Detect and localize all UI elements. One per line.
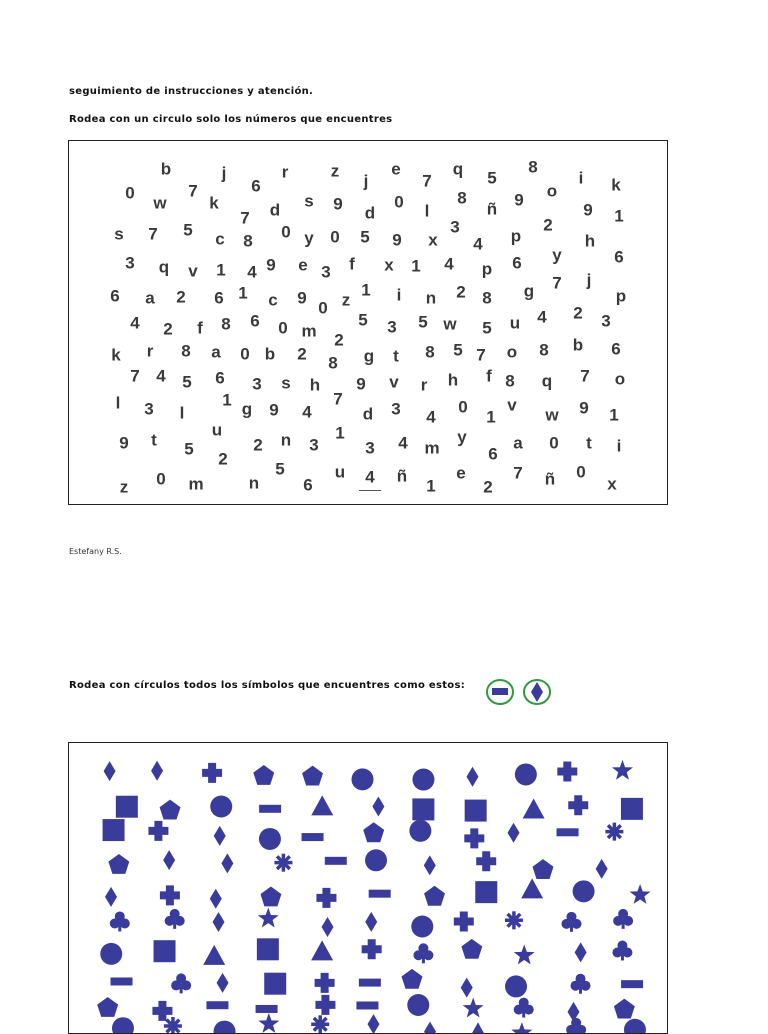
grid-character: 9: [514, 190, 524, 210]
grid-character: 2: [176, 287, 186, 307]
grid-character: 5: [487, 168, 497, 188]
circle-icon: [365, 849, 387, 871]
square-icon: [154, 940, 176, 962]
grid-character: a: [211, 342, 221, 362]
grid-character: 8: [482, 288, 492, 308]
grid-character: 4: [537, 307, 547, 327]
grid-character: 2: [334, 330, 344, 350]
grid-character: 3: [125, 253, 135, 273]
grid-character: z: [341, 290, 351, 310]
pentagon-icon: [614, 999, 635, 1019]
dash-icon: [492, 688, 508, 695]
circle-icon: [505, 975, 527, 997]
grid-character: 7: [148, 224, 158, 244]
grid-character: 3: [391, 399, 401, 419]
grid-character: 5: [358, 310, 368, 330]
grid-character: 5: [418, 312, 428, 332]
diamond-icon: [105, 887, 117, 907]
grid-character: 6: [488, 444, 498, 464]
grid-character: q: [452, 159, 464, 179]
grid-character: 8: [425, 342, 435, 362]
triangle-icon: [521, 878, 543, 898]
grid-character: 9: [333, 194, 343, 214]
grid-character: j: [363, 171, 369, 191]
grid-character: 6: [110, 286, 120, 306]
circle-icon: [352, 768, 374, 790]
grid-character: 0: [394, 192, 404, 212]
grid-character: l: [424, 201, 430, 221]
grid-character: 0: [576, 462, 586, 482]
author-name: Estefany R.S.: [69, 547, 122, 556]
club-icon: [413, 943, 433, 963]
dash-icon: [111, 977, 133, 985]
grid-character: o: [614, 369, 626, 389]
dash-icon: [356, 1001, 378, 1009]
cross-icon: [160, 885, 180, 905]
grid-character: 2: [218, 449, 228, 469]
grid-character: 7: [552, 273, 562, 293]
star-icon: [463, 998, 484, 1018]
grid-character: u: [211, 420, 223, 440]
grid-character: 2: [163, 319, 173, 339]
grid-character: p: [510, 226, 522, 246]
grid-character: l: [115, 393, 121, 413]
grid-character: s: [114, 224, 124, 244]
triangle-icon: [203, 945, 225, 965]
grid-character: 5: [183, 220, 193, 240]
grid-character: 6: [214, 288, 224, 308]
circle-icon: [409, 820, 431, 842]
pentagon-icon: [160, 800, 181, 820]
grid-character: 2: [253, 435, 263, 455]
grid-character: 5: [360, 227, 370, 247]
grid-character: 6: [250, 311, 260, 331]
grid-character: s: [304, 191, 314, 211]
grid-character: 8: [457, 188, 467, 208]
grid-character: 0: [318, 298, 328, 318]
grid-character: 6: [303, 475, 313, 495]
grid-character: 8: [528, 157, 538, 177]
underline-mark: [359, 490, 381, 491]
diamond-icon: [424, 855, 436, 875]
triangle-icon: [311, 795, 333, 815]
grid-character: p: [615, 286, 627, 306]
grid-character: z: [330, 161, 340, 181]
grid-character: x: [607, 474, 617, 494]
grid-character: r: [146, 341, 154, 361]
diamond-icon: [461, 978, 473, 998]
grid-character: 8: [221, 314, 231, 334]
club-icon: [165, 909, 185, 929]
grid-character: ñ: [396, 466, 408, 486]
pentagon-icon: [253, 765, 274, 785]
grid-character: k: [111, 345, 121, 365]
grid-character: b: [160, 159, 172, 179]
cross-icon: [316, 888, 336, 908]
grid-character: 0: [281, 222, 291, 242]
grid-character: 8: [181, 341, 191, 361]
grid-character: 8: [328, 353, 338, 373]
grid-character: 9: [266, 255, 276, 275]
grid-character: g: [241, 399, 253, 419]
grid-character: 4: [156, 366, 166, 386]
grid-character: u: [334, 462, 346, 482]
grid-character: r: [281, 162, 289, 182]
pentagon-icon: [108, 854, 129, 874]
grid-character: r: [420, 375, 428, 395]
square-icon: [103, 819, 125, 841]
grid-character: 6: [512, 253, 522, 273]
star-icon: [258, 908, 279, 928]
grid-character: 7: [130, 366, 140, 386]
diamond-icon: [163, 850, 175, 870]
grid-character: 5: [453, 340, 463, 360]
grid-character: w: [545, 405, 559, 425]
grid-character: t: [393, 346, 399, 366]
grid-character: g: [363, 346, 375, 366]
diamond-icon: [596, 859, 608, 879]
grid-character: j: [586, 270, 592, 290]
grid-character: 8: [505, 371, 515, 391]
diamond-icon: [217, 973, 229, 993]
pentagon-icon: [363, 822, 384, 842]
grid-character: k: [611, 175, 621, 195]
club-icon: [571, 974, 591, 994]
grid-character: a: [513, 433, 523, 453]
star-icon: [514, 945, 535, 965]
circle-icon: [624, 1019, 646, 1033]
grid-character: 3: [252, 374, 262, 394]
cross-icon: [362, 939, 382, 959]
circle-icon: [515, 763, 537, 785]
symbol-grid-box: [68, 742, 668, 1034]
grid-character: i: [578, 168, 584, 188]
grid-character: d: [269, 200, 281, 220]
grid-character: k: [209, 193, 219, 213]
club-icon: [561, 912, 581, 932]
circle-icon: [407, 994, 429, 1016]
cross-icon: [454, 911, 474, 931]
grid-character: 7: [476, 345, 486, 365]
asterisk-icon: [311, 1015, 329, 1033]
letter-grid-box: [68, 140, 668, 505]
diamond-icon: [221, 853, 233, 873]
grid-character: 5: [182, 372, 192, 392]
dash-icon: [206, 1001, 228, 1009]
grid-character: z: [119, 477, 129, 497]
grid-character: 2: [543, 215, 553, 235]
grid-character: 9: [356, 374, 366, 394]
grid-character: 9: [297, 288, 307, 308]
grid-character: 2: [483, 477, 493, 497]
club-icon: [110, 911, 130, 931]
grid-character: 0: [330, 227, 340, 247]
grid-character: 4: [247, 262, 257, 282]
circle-icon: [210, 796, 232, 818]
grid-character: i: [396, 285, 402, 305]
grid-character: 0: [125, 183, 135, 203]
dash-icon: [259, 805, 281, 813]
diamond-icon: [210, 889, 222, 909]
dash-icon: [621, 980, 643, 988]
asterisk-icon: [274, 854, 292, 872]
grid-character: y: [304, 228, 314, 248]
grid-character: 1: [426, 476, 436, 496]
club-icon: [566, 1018, 586, 1033]
grid-character: e: [298, 255, 308, 275]
grid-character: 0: [156, 469, 166, 489]
square-icon: [465, 800, 487, 822]
grid-character: 5: [482, 318, 492, 338]
grid-character: 4: [365, 467, 375, 487]
grid-character: 4: [302, 402, 312, 422]
grid-character: 0: [278, 318, 288, 338]
grid-character: g: [523, 281, 535, 301]
triangle-icon: [523, 798, 545, 818]
grid-character: 7: [513, 463, 523, 483]
grid-character: m: [301, 321, 317, 341]
grid-character: 1: [361, 280, 371, 300]
grid-character: 5: [184, 439, 194, 459]
dash-icon: [302, 833, 324, 841]
grid-character: 0: [240, 344, 250, 364]
grid-character: 7: [333, 389, 343, 409]
grid-character: w: [153, 193, 167, 213]
grid-character: o: [546, 181, 558, 201]
grid-character: a: [145, 288, 155, 308]
grid-character: j: [221, 163, 227, 183]
grid-character: c: [268, 290, 278, 310]
cross-icon: [557, 762, 577, 782]
star-icon: [258, 1013, 279, 1033]
grid-character: 0: [549, 433, 559, 453]
grid-character: 8: [243, 231, 253, 251]
dash-icon: [325, 857, 347, 865]
grid-character: 4: [426, 407, 436, 427]
grid-character: 1: [411, 256, 421, 276]
circle-icon: [100, 943, 122, 965]
asterisk-icon: [605, 823, 623, 841]
grid-character: 6: [251, 176, 261, 196]
cross-icon: [568, 795, 588, 815]
circle-icon: [112, 1017, 134, 1033]
grid-character: m: [424, 438, 440, 458]
grid-character: 4: [130, 313, 140, 333]
dash-icon: [557, 828, 579, 836]
grid-character: v: [188, 261, 198, 281]
dash-icon: [256, 1005, 278, 1013]
grid-character: 1: [614, 206, 624, 226]
grid-character: 7: [188, 181, 198, 201]
grid-character: v: [507, 395, 517, 415]
grid-character: s: [281, 373, 291, 393]
pentagon-icon: [302, 766, 323, 786]
square-icon: [412, 798, 434, 820]
circle-icon: [573, 880, 595, 902]
grid-character: x: [428, 230, 438, 250]
cross-icon: [464, 828, 484, 848]
club-icon: [612, 940, 632, 960]
grid-character: 3: [365, 438, 375, 458]
pentagon-icon: [97, 997, 118, 1017]
grid-character: h: [584, 231, 596, 251]
diamond-icon: [372, 797, 384, 817]
diamond-icon: [213, 912, 225, 932]
asterisk-icon: [505, 911, 523, 929]
diamond-icon: [322, 917, 334, 937]
grid-character: 7: [422, 171, 432, 191]
grid-character: 7: [240, 208, 250, 228]
dash-icon: [359, 979, 381, 987]
grid-character: f: [486, 366, 492, 386]
diamond-icon: [214, 826, 226, 846]
grid-character: y: [457, 427, 467, 447]
diamond-icon: [508, 823, 520, 843]
grid-character: e: [456, 463, 466, 483]
grid-character: t: [586, 433, 592, 453]
club-icon: [171, 973, 191, 993]
grid-character: h: [309, 375, 321, 395]
diamond-icon: [104, 761, 116, 781]
dash-icon: [369, 890, 391, 898]
diamond-icon: [424, 1022, 436, 1033]
club-icon: [613, 909, 633, 929]
grid-character: w: [443, 314, 457, 334]
grid-character: m: [188, 474, 204, 494]
grid-character: p: [481, 259, 493, 279]
triangle-icon: [311, 940, 333, 960]
grid-character: 3: [144, 399, 154, 419]
star-icon: [612, 760, 633, 780]
grid-character: c: [215, 229, 225, 249]
grid-character: n: [248, 473, 260, 493]
grid-character: 8: [539, 340, 549, 360]
diamond-icon: [151, 761, 163, 781]
grid-character: 2: [297, 344, 307, 364]
cross-icon: [315, 973, 335, 993]
grid-character: 9: [583, 200, 593, 220]
grid-character: 6: [614, 247, 624, 267]
square-icon: [475, 881, 497, 903]
grid-character: v: [389, 372, 399, 392]
grid-character: h: [447, 370, 459, 390]
grid-character: 9: [119, 433, 129, 453]
grid-character: 9: [392, 230, 402, 250]
grid-character: o: [506, 342, 518, 362]
grid-character: 1: [216, 260, 226, 280]
grid-character: 3: [321, 262, 331, 282]
diamond-icon: [467, 767, 479, 787]
grid-character: t: [151, 430, 157, 450]
grid-character: q: [541, 371, 553, 391]
diamond-icon: [365, 912, 377, 932]
pentagon-icon: [533, 859, 554, 879]
grid-character: 3: [309, 435, 319, 455]
grid-character: f: [349, 254, 355, 274]
star-icon: [630, 884, 651, 904]
square-icon: [621, 798, 643, 820]
grid-character: e: [391, 159, 401, 179]
grid-character: 1: [335, 423, 345, 443]
grid-character: l: [179, 403, 185, 423]
grid-character: 2: [573, 303, 583, 323]
grid-character: 4: [473, 234, 483, 254]
grid-character: d: [364, 203, 376, 223]
grid-character: 3: [387, 317, 397, 337]
cross-icon: [202, 763, 222, 783]
cross-icon: [476, 851, 496, 871]
grid-character: n: [425, 288, 437, 308]
grid-character: i: [616, 436, 622, 456]
grid-character: d: [362, 404, 374, 424]
example-symbols: [484, 676, 556, 708]
grid-character: 1: [609, 405, 619, 425]
grid-character: 1: [486, 407, 496, 427]
pentagon-icon: [461, 939, 482, 959]
grid-character: 9: [269, 400, 279, 420]
grid-character: n: [280, 430, 292, 450]
circle-icon: [412, 769, 434, 791]
grid-character: 7: [580, 366, 590, 386]
grid-character: ñ: [544, 469, 556, 489]
circle-icon: [214, 1021, 236, 1033]
grid-character: 6: [611, 339, 621, 359]
grid-character: ñ: [486, 199, 498, 219]
instruction-numbers: Rodea con un circulo solo los números que encuentres: [69, 114, 393, 125]
cross-icon: [315, 995, 335, 1015]
grid-character: 2: [456, 282, 466, 302]
grid-character: b: [264, 344, 276, 364]
square-icon: [116, 796, 138, 818]
symbol-grid: [69, 743, 667, 1033]
grid-character: 6: [215, 368, 225, 388]
club-icon: [514, 998, 534, 1018]
square-icon: [257, 938, 279, 960]
asterisk-icon: [164, 1017, 182, 1033]
title: seguimiento de instrucciones y atención.: [69, 86, 314, 97]
grid-character: 4: [444, 254, 454, 274]
grid-character: 4: [398, 433, 408, 453]
circle-icon: [411, 916, 433, 938]
grid-character: q: [158, 257, 170, 277]
grid-character: 1: [238, 283, 248, 303]
grid-character: f: [197, 318, 203, 338]
grid-character: 5: [275, 459, 285, 479]
cross-icon: [152, 1001, 172, 1021]
grid-character: 1: [222, 390, 232, 410]
cross-icon: [148, 821, 168, 841]
pentagon-icon: [402, 969, 423, 989]
grid-character: b: [572, 335, 584, 355]
diamond-icon: [575, 942, 587, 962]
square-icon: [264, 973, 286, 995]
pentagon-icon: [261, 887, 282, 907]
grid-character: 3: [601, 311, 611, 331]
instruction-symbols: Rodea con círculos todos los símbolos que encuentres como estos:: [69, 680, 466, 691]
grid-character: 9: [579, 398, 589, 418]
circle-icon: [259, 828, 281, 850]
grid-character: y: [552, 245, 562, 265]
grid-character: 0: [458, 397, 468, 417]
pentagon-icon: [424, 886, 445, 906]
grid-character: x: [384, 255, 394, 275]
grid-character: 3: [450, 217, 460, 237]
grid-character: u: [509, 313, 521, 333]
diamond-icon: [531, 682, 543, 702]
